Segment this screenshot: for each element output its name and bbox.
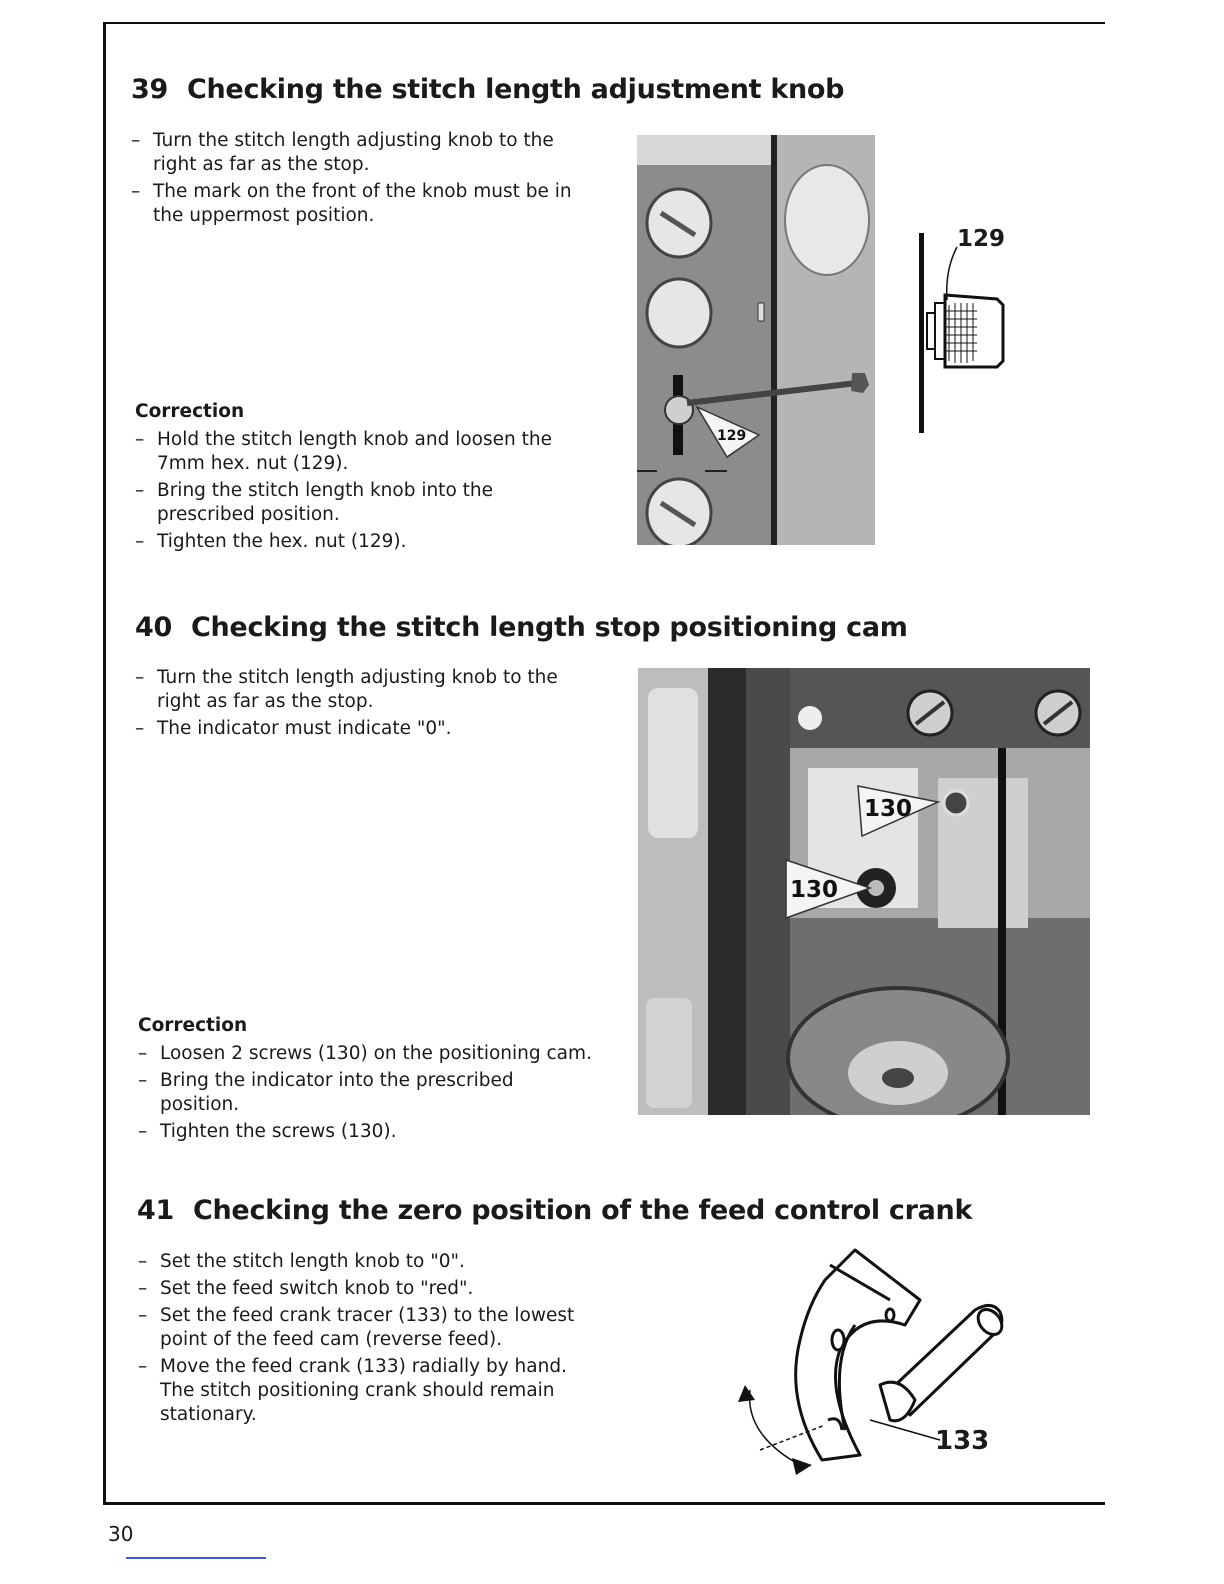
section-40-title (135, 612, 908, 643)
link-underline (126, 1557, 266, 1559)
section-number: 41 (137, 1195, 174, 1226)
page-number: 30 (108, 1522, 134, 1546)
stitch-knob-photo (637, 135, 875, 545)
list-item: – Set the feed crank tracer (133) to the lowest point of the feed cam (reverse feed). (138, 1304, 578, 1352)
list-item: – Turn the stitch length adjusting knob to the right as far as the stop. (131, 129, 591, 177)
list-item: – Loosen 2 screws (130) on the positioning cam. (138, 1042, 598, 1066)
diagram-label-133: 133 (935, 1426, 990, 1456)
diagram-label-129: 129 (957, 226, 1006, 252)
correction-heading: Correction (138, 1015, 248, 1036)
section-number: 39 (131, 74, 168, 105)
list-item: – Tighten the screws (130). (138, 1120, 598, 1144)
list-item: – The indicator must indicate "0". (135, 717, 595, 741)
list-item: – Bring the indicator into the prescribed position. (138, 1069, 598, 1117)
section-number: 40 (135, 612, 172, 643)
section-41-steps (138, 1250, 578, 1430)
section-39-title (131, 74, 844, 105)
section-39-steps (131, 129, 591, 231)
list-item: – The mark on the front of the knob must be in the uppermost position. (131, 180, 591, 228)
callout-label-129: 129 (717, 428, 747, 444)
section-41-title (137, 1195, 972, 1226)
section-39-correction-steps (135, 428, 595, 557)
list-item: – Turn the stitch length adjusting knob to the right as far as the stop. (135, 666, 595, 714)
section-40-correction-steps (138, 1042, 598, 1147)
section-40-steps (135, 666, 595, 744)
positioning-cam-photo (638, 668, 1090, 1115)
knob-side-diagram (905, 225, 1015, 440)
section-title-text: Checking the zero position of the feed control crank (193, 1195, 973, 1226)
list-item: – Set the feed switch knob to "red". (138, 1277, 578, 1301)
list-item: – Bring the stitch length knob into the prescribed position. (135, 479, 595, 527)
correction-heading: Correction (135, 401, 245, 422)
list-item: – Tighten the hex. nut (129). (135, 530, 595, 554)
list-item: – Hold the stitch length knob and loosen the 7mm hex. nut (129). (135, 428, 595, 476)
callout-label-130-lower: 130 (790, 877, 839, 903)
section-title-text: Checking the stitch length adjustment knob (187, 74, 845, 105)
list-item: – Set the stitch length knob to "0". (138, 1250, 578, 1274)
section-title-text: Checking the stitch length stop positioning cam (191, 612, 908, 643)
callout-label-130-upper: 130 (864, 796, 913, 822)
list-item: – Move the feed crank (133) radially by hand. The stitch positioning crank should remain stationary. (138, 1355, 578, 1427)
